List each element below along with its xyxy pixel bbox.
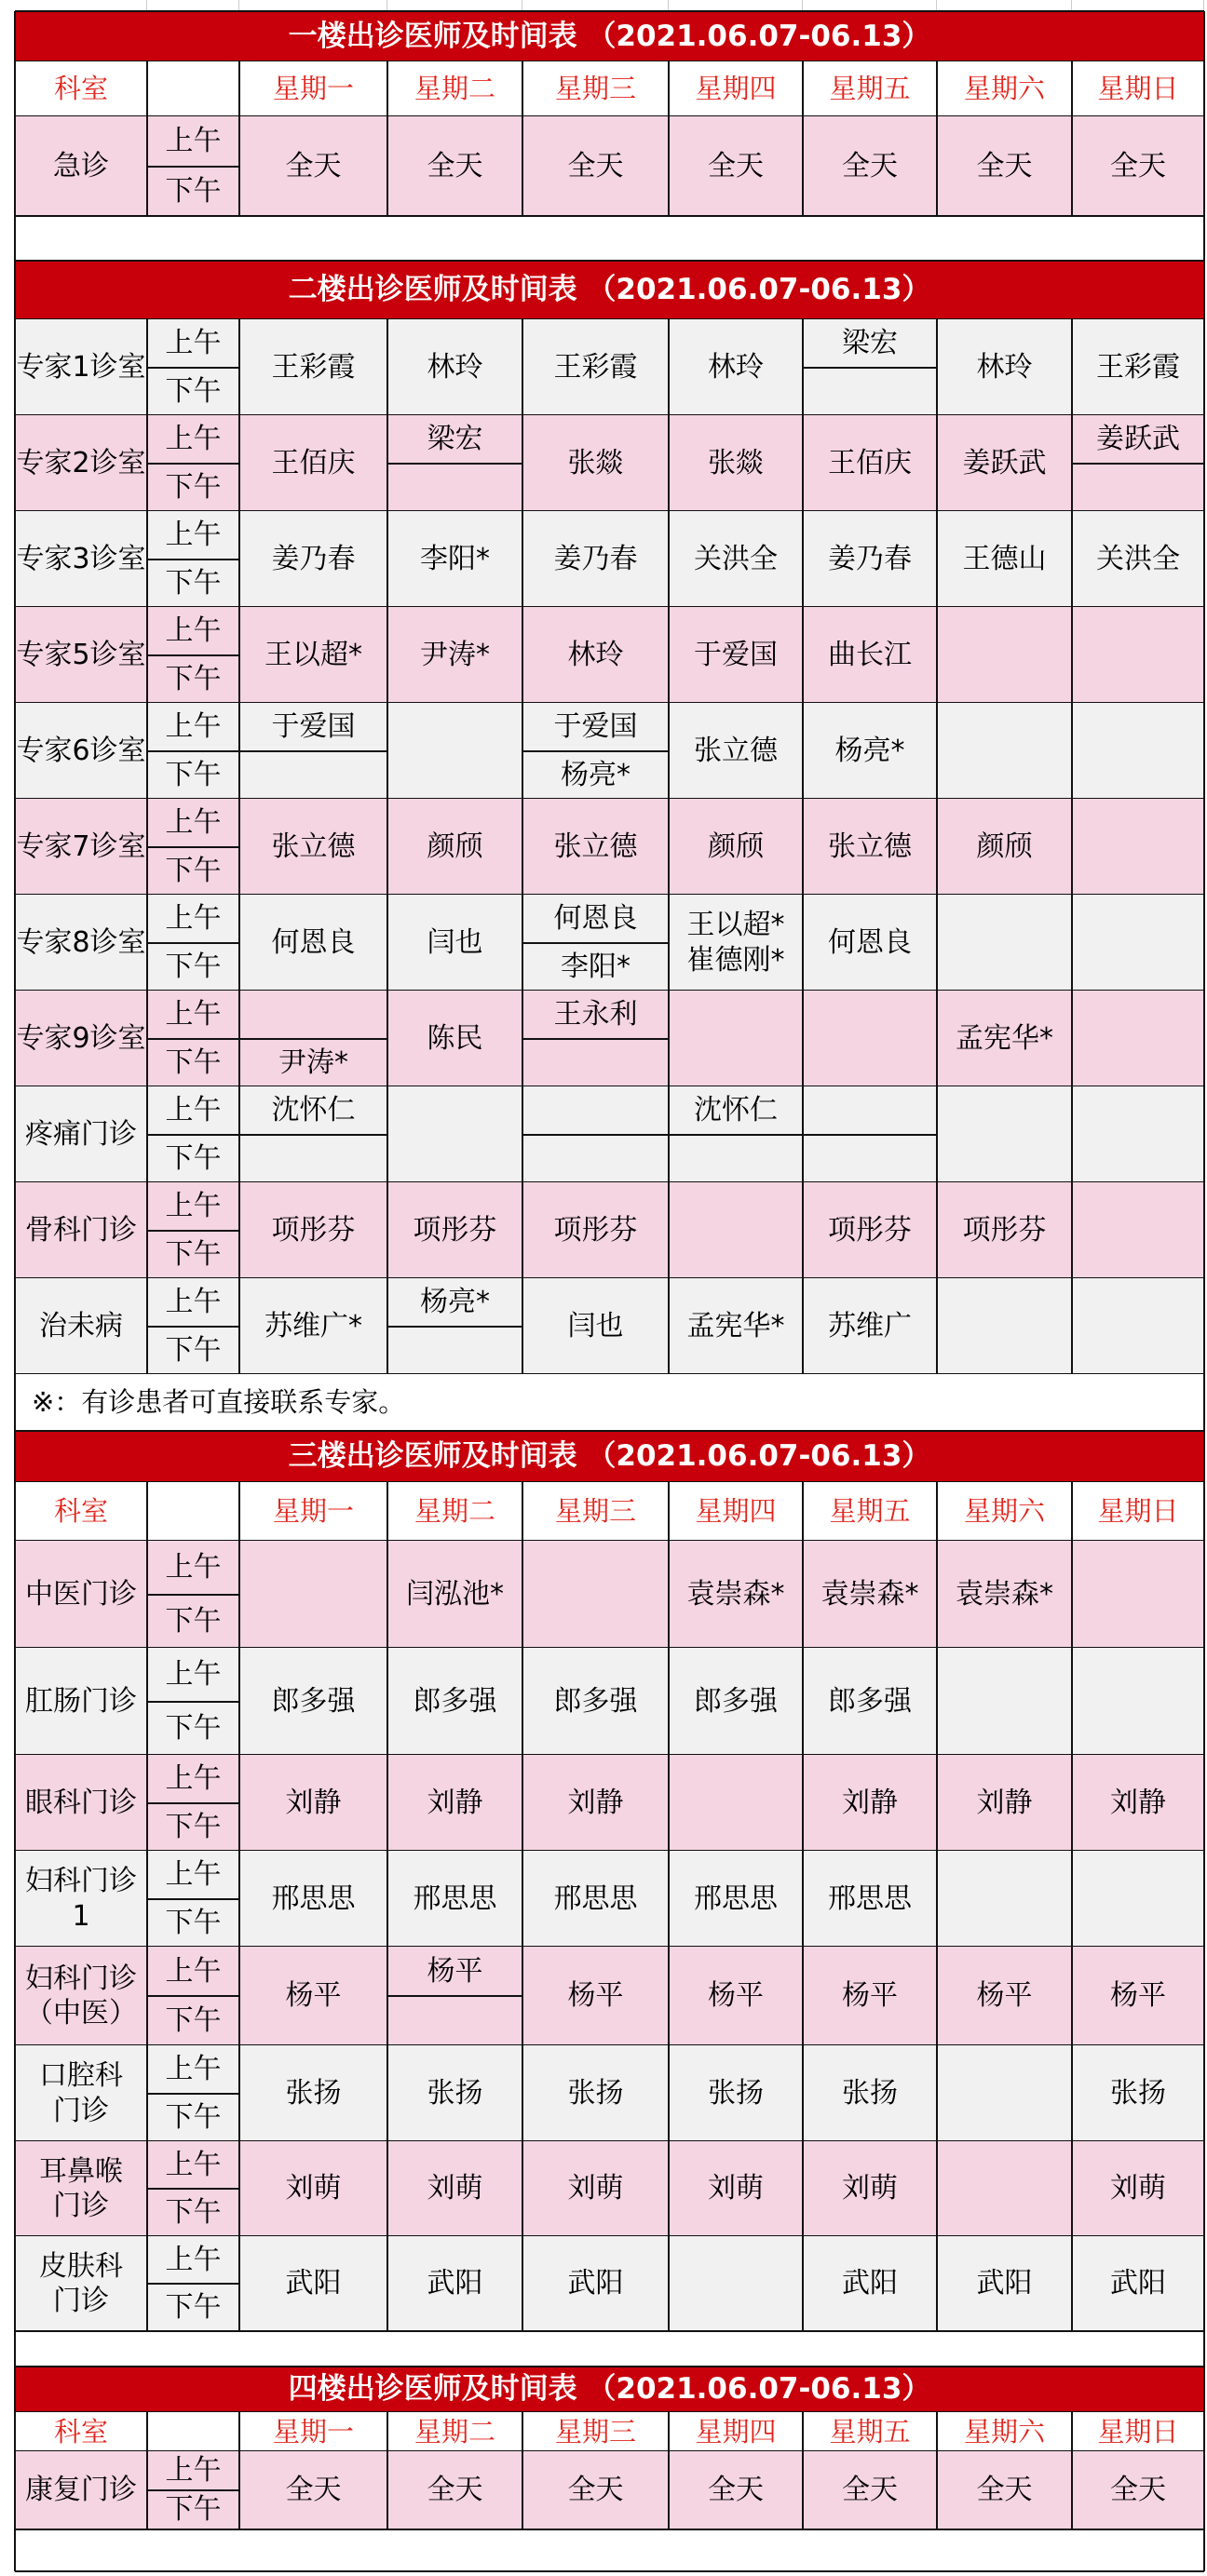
doctor-pm	[803, 368, 937, 415]
doctor: 全天	[976, 149, 1033, 182]
doctor: 孟宪华*	[686, 1309, 785, 1342]
doctor: 于爱国	[694, 638, 778, 671]
day-header: 星期六	[963, 1495, 1045, 1528]
doctor-am: 梁宏	[842, 327, 898, 360]
day-header: 星期五	[829, 1495, 911, 1528]
doctor: 武阳	[427, 2267, 483, 2300]
doctor: 刘萌	[427, 2172, 483, 2205]
doctor: 张扬	[427, 2076, 483, 2110]
pm-label: 下午	[165, 1604, 222, 1638]
doctor: 郎多强	[553, 1684, 638, 1718]
doctor	[669, 991, 803, 1086]
doctor	[937, 1086, 1072, 1182]
dept-name: 专家2诊室	[16, 446, 146, 479]
doctor: 刘静	[1110, 1786, 1166, 1819]
doctor	[937, 2045, 1072, 2141]
doctor: 曲长江	[828, 638, 912, 671]
am-label: 上午	[165, 1954, 222, 1988]
dept-name: 专家3诊室	[16, 542, 146, 575]
doctor: 颜颀	[976, 829, 1033, 863]
day-header: 星期六	[963, 73, 1045, 105]
doctor	[937, 2141, 1072, 2236]
doctor: 全天	[1110, 149, 1166, 182]
doctor	[803, 991, 937, 1086]
doctor	[1072, 991, 1204, 1086]
doctor: 刘静	[285, 1786, 342, 1819]
dept-name: 康复门诊	[25, 2474, 137, 2507]
day-header: 星期二	[414, 2415, 495, 2448]
doctor: 郎多强	[694, 1684, 778, 1718]
dept-header: 科室	[53, 1495, 108, 1528]
doctor: 全天	[285, 2474, 342, 2507]
dept-name: 耳鼻喉 门诊	[39, 2154, 123, 2222]
doctor: 项彤芬	[962, 1213, 1047, 1247]
doctor	[937, 1648, 1072, 1755]
floor-title: 三楼出诊医师及时间表 （2021.06.07-06.13）	[288, 1439, 931, 1474]
doctor	[1072, 1086, 1204, 1182]
doctor: 全天	[1110, 2474, 1166, 2507]
doctor: 刘萌	[708, 2172, 764, 2205]
pm-label: 下午	[165, 1906, 222, 1939]
doctor-am	[522, 1086, 669, 1135]
doctor	[669, 1755, 803, 1851]
day-header: 星期三	[554, 2415, 636, 2448]
day-header: 星期二	[414, 1495, 495, 1528]
dept-name: 妇科门诊 1	[25, 1865, 137, 1933]
doctor: 刘静	[567, 1786, 624, 1819]
doctor	[1072, 1648, 1204, 1755]
doctor-am: 沈怀仁	[694, 1094, 778, 1127]
day-header: 星期四	[695, 1495, 777, 1528]
doctor: 武阳	[842, 2267, 898, 2300]
am-label: 上午	[165, 806, 222, 840]
doctor: 王以超* 崔德刚*	[686, 909, 785, 977]
day-header: 星期日	[1097, 1495, 1179, 1528]
day-header: 星期五	[829, 73, 911, 105]
doctor-am	[239, 991, 387, 1039]
doctor-am: 于爱国	[553, 710, 638, 744]
doctor: 杨平	[285, 1979, 342, 2013]
doctor: 王佰庆	[271, 446, 356, 479]
doctor-am: 何恩良	[553, 902, 638, 936]
pm-label: 下午	[165, 2100, 222, 2134]
day-header: 星期日	[1097, 2415, 1179, 2448]
pm-label: 下午	[165, 566, 222, 600]
doctor: 张燚	[567, 446, 624, 479]
doctor: 王彩霞	[271, 350, 356, 384]
am-label: 上午	[165, 1762, 222, 1796]
doctor	[1072, 703, 1204, 799]
doctor: 关洪全	[1096, 542, 1180, 575]
doctor-am	[803, 1086, 937, 1135]
doctor: 项彤芬	[271, 1213, 356, 1247]
am-label: 上午	[165, 2243, 222, 2276]
doctor: 姜乃春	[828, 542, 912, 575]
doctor: 林玲	[708, 350, 764, 384]
doctor: 张燚	[708, 446, 764, 479]
doctor-pm: 李阳*	[561, 950, 631, 983]
pm-label: 下午	[165, 1810, 222, 1843]
dept-name: 专家1诊室	[16, 350, 146, 384]
doctor: 王彩霞	[1096, 350, 1180, 384]
doctor-am: 杨平	[427, 1954, 483, 1988]
doctor: 武阳	[285, 2267, 342, 2300]
pm-label: 下午	[165, 1333, 222, 1367]
doctor: 王彩霞	[553, 350, 638, 384]
pm-label: 下午	[165, 854, 222, 887]
doctor: 郎多强	[413, 1684, 497, 1718]
doctor-pm	[239, 1135, 387, 1182]
day-header: 星期一	[272, 73, 354, 105]
doctor-pm	[669, 1135, 803, 1182]
doctor	[669, 1182, 803, 1278]
doctor: 张立德	[271, 829, 356, 863]
doctor-am: 杨亮*	[420, 1286, 490, 1319]
dept-name: 肛肠门诊	[25, 1684, 137, 1718]
doctor: 刘萌	[1110, 2172, 1166, 2205]
dept-name: 眼科门诊	[25, 1786, 137, 1819]
doctor: 苏维广	[828, 1309, 912, 1342]
doctor	[1072, 1851, 1204, 1947]
day-header: 星期五	[829, 2415, 911, 2448]
pm-label: 下午	[165, 2493, 222, 2527]
pm-label: 下午	[165, 1237, 222, 1271]
doctor: 邢思思	[413, 1881, 497, 1915]
dept-name: 骨科门诊	[25, 1213, 137, 1247]
doctor-am: 王永利	[553, 998, 638, 1032]
doctor: 刘静	[842, 1786, 898, 1819]
doctor: 全天	[842, 149, 898, 182]
am-label: 上午	[165, 125, 222, 158]
doctor-pm: 杨亮*	[561, 758, 631, 791]
doctor: 杨平	[567, 1979, 624, 2013]
pm-label: 下午	[165, 662, 222, 695]
doctor-pm	[387, 464, 522, 511]
doctor	[1072, 1278, 1204, 1374]
pm-label: 下午	[165, 174, 222, 208]
doctor: 全天	[427, 2474, 483, 2507]
doctor: 杨平	[842, 1979, 898, 2013]
doctor	[1072, 607, 1204, 703]
doctor: 邢思思	[828, 1881, 912, 1915]
doctor: 全天	[708, 149, 764, 182]
doctor: 闫也	[427, 925, 483, 959]
doctor	[1072, 799, 1204, 895]
doctor: 张扬	[285, 2076, 342, 2110]
doctor	[937, 607, 1072, 703]
doctor-pm: 尹涛*	[278, 1045, 348, 1079]
day-header: 星期六	[963, 2415, 1045, 2448]
doctor: 张立德	[694, 734, 778, 767]
doctor: 袁崇森*	[820, 1577, 919, 1611]
doctor: 张扬	[842, 2076, 898, 2110]
doctor: 姜乃春	[553, 542, 638, 575]
doctor: 颜颀	[427, 829, 483, 863]
doctor: 林玲	[427, 350, 483, 384]
day-header: 星期四	[695, 73, 777, 105]
pm-label: 下午	[165, 1045, 222, 1079]
pm-label: 下午	[165, 470, 222, 504]
doctor	[937, 1851, 1072, 1947]
dept-header: 科室	[53, 2415, 108, 2448]
doctor: 项彤芬	[413, 1213, 497, 1247]
am-label: 上午	[165, 2454, 222, 2488]
am-label: 上午	[165, 423, 222, 456]
doctor: 全天	[708, 2474, 764, 2507]
doctor: 李阳*	[420, 542, 490, 575]
doctor: 项彤芬	[828, 1213, 912, 1247]
doctor: 张立德	[828, 829, 912, 863]
footnote: ※：有诊患者可直接联系专家。	[32, 1386, 406, 1419]
doctor: 郎多强	[271, 1684, 356, 1718]
doctor-pm	[239, 751, 387, 799]
doctor: 孟宪华*	[956, 1021, 1053, 1055]
doctor: 林玲	[567, 638, 624, 671]
doctor: 何恩良	[828, 925, 912, 959]
doctor: 杨亮*	[834, 734, 905, 767]
pm-label: 下午	[165, 1711, 222, 1745]
doctor: 闫泓池*	[406, 1577, 504, 1611]
doctor	[937, 1278, 1072, 1374]
am-label: 上午	[165, 1551, 222, 1585]
doctor-am: 梁宏	[427, 423, 483, 456]
dept-name: 皮肤科 门诊	[39, 2249, 123, 2317]
pm-label: 下午	[165, 374, 222, 408]
doctor: 尹涛*	[420, 638, 490, 671]
doctor: 邢思思	[694, 1881, 778, 1915]
doctor	[937, 895, 1072, 991]
doctor	[937, 703, 1072, 799]
pm-label: 下午	[165, 2003, 222, 2037]
doctor: 陈民	[427, 1021, 483, 1055]
doctor: 张扬	[708, 2076, 764, 2110]
dept-name: 专家9诊室	[16, 1021, 146, 1055]
doctor: 全天	[976, 2474, 1033, 2507]
doctor: 林玲	[976, 350, 1033, 384]
doctor: 武阳	[976, 2267, 1033, 2300]
am-label: 上午	[165, 2053, 222, 2086]
doctor: 张扬	[567, 2076, 624, 2110]
doctor: 姜跃武	[962, 446, 1047, 479]
doctor	[387, 703, 522, 799]
doctor: 武阳	[1110, 2267, 1166, 2300]
doctor: 王德山	[962, 542, 1047, 575]
doctor: 武阳	[567, 2267, 624, 2300]
pm-label: 下午	[165, 2290, 222, 2324]
doctor: 全天	[285, 149, 342, 182]
doctor: 刘静	[427, 1786, 483, 1819]
dept-name: 急诊	[53, 149, 109, 182]
doctor: 袁崇森*	[686, 1577, 785, 1611]
doctor	[669, 2236, 803, 2331]
dept-header: 科室	[53, 73, 108, 105]
doctor: 全天	[567, 2474, 624, 2507]
dept-name: 口腔科 门诊	[39, 2059, 123, 2127]
doctor: 刘萌	[842, 2172, 898, 2205]
doctor: 闫也	[567, 1309, 624, 1342]
doctor: 郎多强	[828, 1684, 912, 1718]
day-header: 星期一	[272, 1495, 354, 1528]
day-header: 星期一	[272, 2415, 354, 2448]
dept-name: 专家7诊室	[16, 829, 146, 863]
doctor-pm	[803, 1135, 937, 1182]
am-label: 上午	[165, 1286, 222, 1319]
pm-label: 下午	[165, 758, 222, 791]
doctor: 关洪全	[694, 542, 778, 575]
doctor: 王佰庆	[828, 446, 912, 479]
pm-label: 下午	[165, 950, 222, 983]
doctor-pm	[1072, 464, 1204, 511]
floor-title: 一楼出诊医师及时间表 （2021.06.07-06.13）	[288, 19, 931, 53]
doctor: 刘静	[976, 1786, 1033, 1819]
doctor-pm	[522, 1135, 669, 1182]
doctor	[1072, 1541, 1204, 1648]
doctor: 张立德	[553, 829, 638, 863]
doctor: 颜颀	[708, 829, 764, 863]
day-header: 星期四	[695, 2415, 777, 2448]
doctor: 袁崇森*	[956, 1577, 1053, 1611]
am-label: 上午	[165, 998, 222, 1032]
am-label: 上午	[165, 1190, 222, 1223]
doctor: 项彤芬	[553, 1213, 638, 1247]
am-label: 上午	[165, 1658, 222, 1692]
doctor: 杨平	[976, 1979, 1033, 2013]
dept-name: 妇科门诊 （中医）	[25, 1962, 137, 2030]
doctor-pm	[522, 1039, 669, 1086]
floor-title: 四楼出诊医师及时间表 （2021.06.07-06.13）	[288, 2372, 931, 2407]
dept-name: 治未病	[39, 1309, 123, 1342]
doctor: 全天	[427, 149, 483, 182]
dept-name: 中医门诊	[25, 1577, 137, 1611]
doctor-pm	[387, 1327, 522, 1374]
doctor: 全天	[567, 149, 624, 182]
am-label: 上午	[165, 614, 222, 648]
doctor	[522, 1541, 669, 1648]
am-label: 上午	[165, 1858, 222, 1892]
am-label: 上午	[165, 902, 222, 936]
day-header: 星期日	[1097, 73, 1179, 105]
dept-name: 专家8诊室	[16, 925, 146, 959]
am-label: 上午	[165, 519, 222, 552]
doctor: 刘萌	[285, 2172, 342, 2205]
am-label: 上午	[165, 2148, 222, 2181]
doctor: 杨平	[1110, 1979, 1166, 2013]
dept-name: 疼痛门诊	[25, 1117, 137, 1151]
doctor: 姜乃春	[271, 542, 356, 575]
am-label: 上午	[165, 1094, 222, 1127]
day-header: 星期三	[554, 1495, 636, 1528]
doctor	[387, 1086, 522, 1182]
doctor-am: 沈怀仁	[271, 1094, 356, 1127]
pm-label: 下午	[165, 2195, 222, 2229]
doctor: 杨平	[708, 1979, 764, 2013]
am-label: 上午	[165, 327, 222, 360]
doctor: 张扬	[1110, 2076, 1166, 2110]
dept-name: 专家5诊室	[16, 638, 146, 671]
doctor: 邢思思	[271, 1881, 356, 1915]
day-header: 星期三	[554, 73, 636, 105]
dept-name: 专家6诊室	[16, 734, 146, 767]
doctor: 邢思思	[553, 1881, 638, 1915]
doctor-pm	[387, 1996, 522, 2045]
am-label: 上午	[165, 710, 222, 744]
doctor-am: 于爱国	[271, 710, 356, 744]
doctor: 刘萌	[567, 2172, 624, 2205]
doctor	[1072, 1182, 1204, 1278]
doctor: 苏维广*	[264, 1309, 362, 1342]
floor-title: 二楼出诊医师及时间表 （2021.06.07-06.13）	[288, 273, 931, 307]
doctor	[239, 1541, 387, 1648]
doctor: 全天	[842, 2474, 898, 2507]
pm-label: 下午	[165, 1141, 222, 1175]
day-header: 星期二	[414, 73, 495, 105]
doctor	[1072, 895, 1204, 991]
doctor: 王以超*	[264, 638, 362, 671]
doctor: 何恩良	[271, 925, 356, 959]
doctor-am: 姜跃武	[1096, 423, 1180, 456]
